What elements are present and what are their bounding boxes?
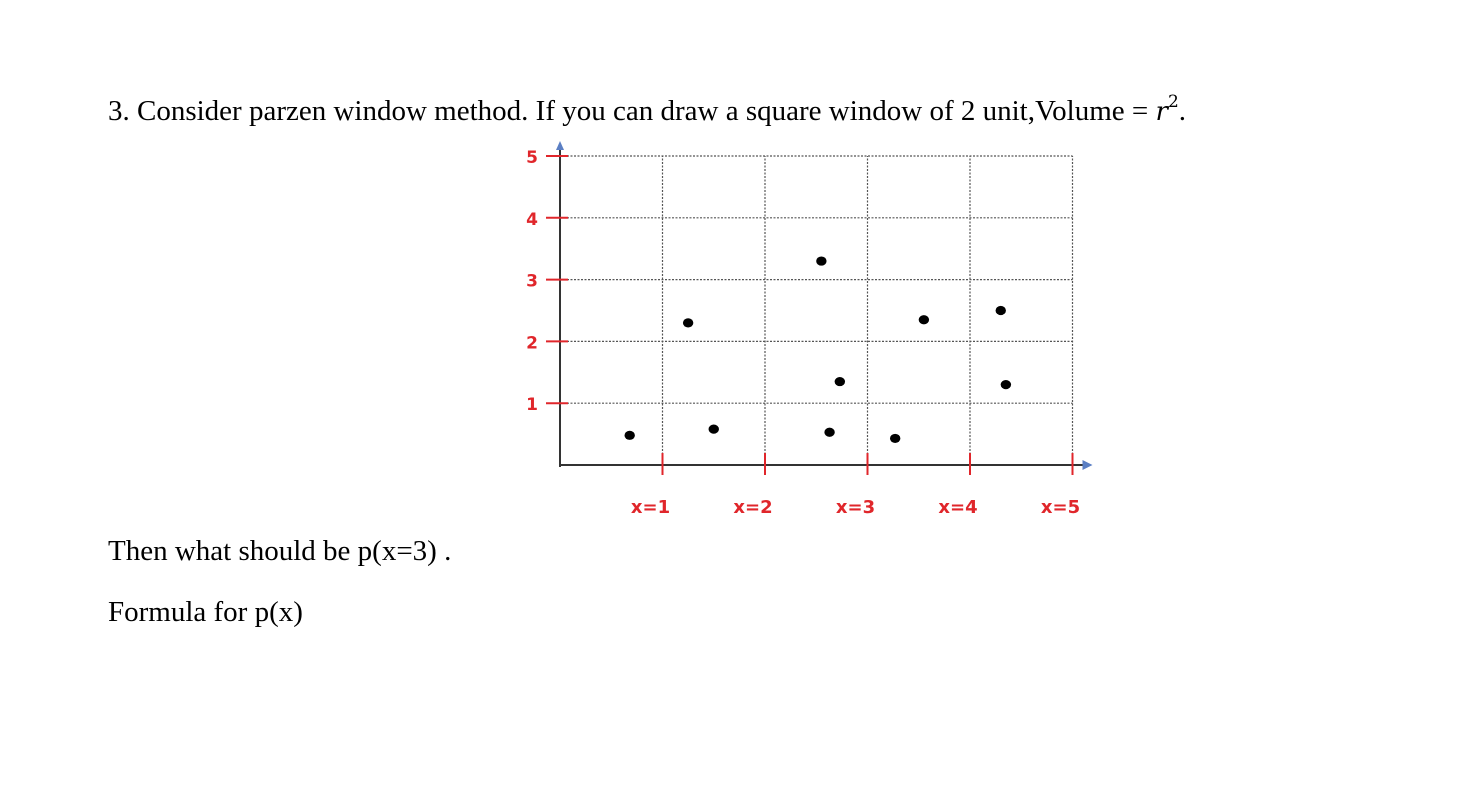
scatter-chart — [495, 140, 1125, 545]
data-point — [625, 431, 635, 440]
data-point — [919, 315, 929, 324]
x-tick-label: x=3 — [835, 497, 876, 518]
x-axis-arrow-icon — [1083, 460, 1093, 470]
y-tick-label: 3 — [526, 271, 538, 292]
data-point — [835, 377, 845, 386]
data-point — [816, 256, 826, 265]
data-points — [625, 256, 1012, 443]
data-point — [683, 318, 693, 327]
x-tick-label: x=4 — [938, 497, 978, 518]
formula-heading: Formula for p(x) — [108, 596, 303, 628]
x-tick-label: x=5 — [1040, 497, 1081, 518]
y-axis-arrow-icon — [556, 141, 564, 150]
x-tick-label: x=1 — [630, 497, 671, 518]
data-point — [709, 425, 719, 434]
volume-exponent: 2 — [1167, 92, 1179, 112]
y-tick-label: 1 — [526, 395, 538, 416]
question-main: 3. Consider parzen window method. If you can draw a square window of 2 unit,Volume = — [108, 95, 1156, 127]
y-tick-label: 4 — [526, 209, 538, 230]
data-point — [890, 434, 900, 443]
volume-variable: r — [1155, 97, 1168, 127]
data-point — [1001, 380, 1011, 389]
x-tick-label: x=2 — [733, 497, 773, 518]
question-end: . — [1178, 95, 1187, 127]
data-point — [996, 306, 1006, 315]
y-tick-label: 5 — [526, 148, 538, 168]
parzen-scatter-figure — [495, 140, 1125, 545]
y-tick-label: 2 — [526, 333, 538, 354]
data-point — [824, 428, 834, 437]
then-question: Then what should be p(x=3) . — [108, 535, 452, 567]
question-text — [108, 82, 1186, 132]
